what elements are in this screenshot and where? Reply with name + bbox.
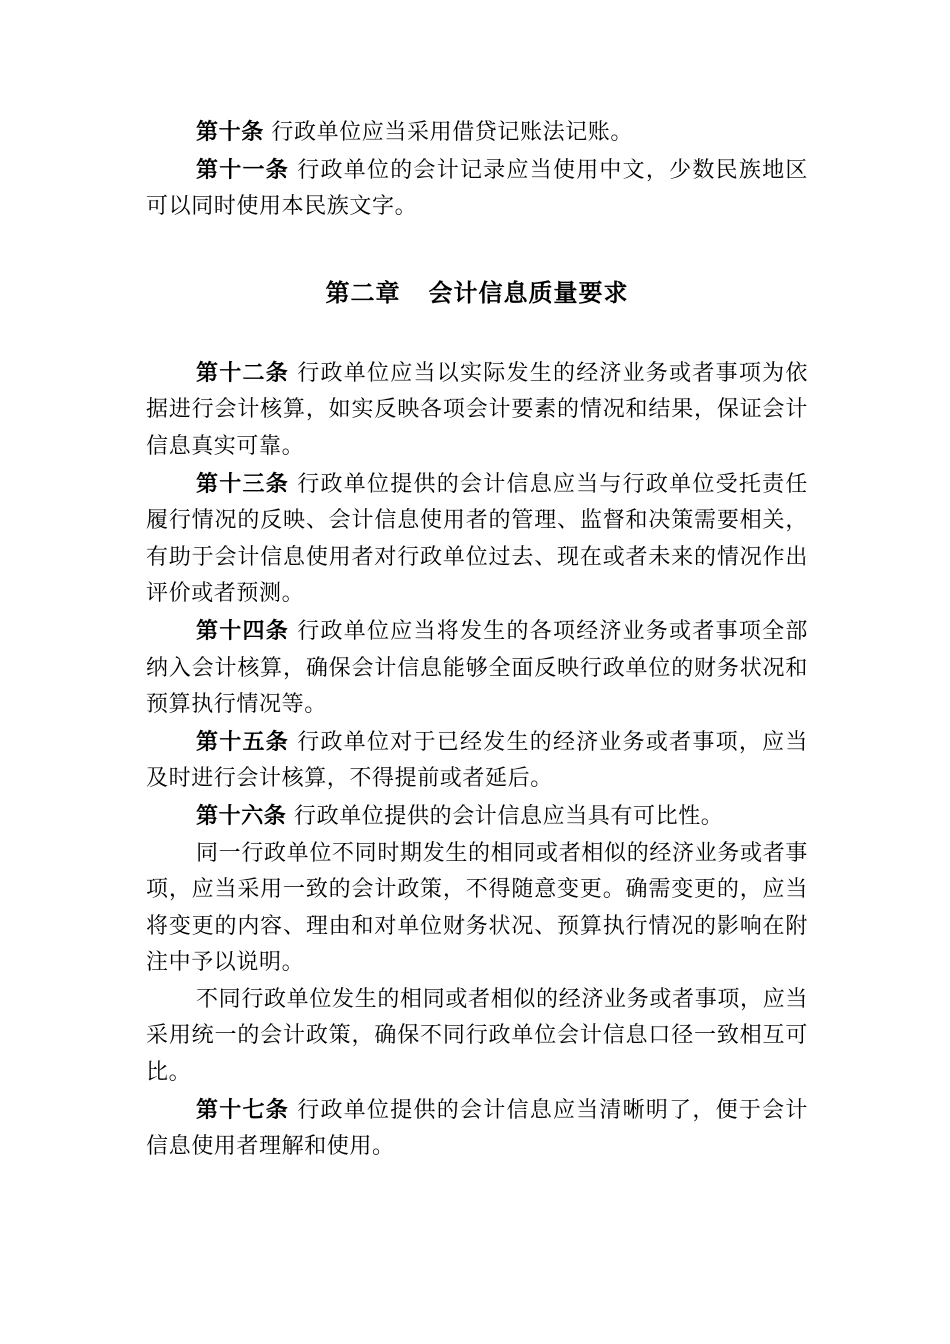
article-text: 行政单位应当将发生的各项经济业务或者事项全部纳入会计核算，确保会计信息能够全面反映行政单位的财务状况和预算执行情况等。 — [146, 618, 809, 718]
chapter-heading — [146, 275, 808, 311]
chapter-title: 会计信息质量要求 — [428, 277, 629, 307]
article-text: 行政单位提供的会计信息应当与行政单位受托责任履行情况的反映、会计信息使用者的管理、监督和决策需要相关，有助于会计信息使用者对行政单位过去、现在或者未来的情况作出评价或者预测。 — [146, 471, 809, 607]
article-16-paragraph-1: 同一行政单位不同时期发生的相同或者相似的经济业务或者事项，应当采用一致的会计政策，不得随意变更。确需变更的，应当将变更的内容、理由和对单位财务状况、预算执行情况的影响在附注中予以说明。 — [146, 840, 808, 976]
article-label: 第十三条 — [196, 470, 289, 497]
article-10 — [146, 114, 808, 152]
article-text: 行政单位应当以实际发生的经济业务或者事项为依据进行会计核算，如实反映各项会计要素的情况和结果，保证会计信息真实可靠。 — [146, 360, 809, 459]
article-12 — [146, 355, 808, 466]
article-label: 第十四条 — [196, 617, 289, 644]
article-label: 第十五条 — [196, 728, 289, 755]
article-16-paragraph-2: 不同行政单位发生的相同或者相似的经济业务或者事项，应当采用统一的会计政策，确保不同行政单位会计信息口径一致相互可比。 — [146, 986, 808, 1086]
article-14 — [146, 613, 808, 724]
document-page — [146, 114, 808, 1166]
article-text: 行政单位对于已经发生的经济业务或者事项，应当及时进行会计核算，不得提前或者延后。 — [146, 729, 809, 792]
article-17 — [146, 1092, 808, 1166]
article-text: 行政单位提供的会计信息应当具有可比性。 — [294, 803, 724, 829]
article-15 — [146, 724, 808, 798]
article-text: 行政单位的会计记录应当使用中文，少数民族地区可以同时使用本民族文字。 — [146, 157, 809, 220]
article-text: 行政单位提供的会计信息应当清晰明了，便于会计信息使用者理解和使用。 — [146, 1097, 809, 1160]
article-label: 第十七条 — [196, 1096, 289, 1123]
article-label: 第十二条 — [196, 359, 289, 386]
article-label: 第十六条 — [196, 802, 287, 829]
article-11 — [146, 152, 808, 226]
article-label: 第十条 — [196, 119, 264, 145]
article-13 — [146, 466, 808, 613]
article-16 — [146, 798, 808, 836]
chapter-number: 第二章 — [325, 277, 401, 307]
article-label: 第十一条 — [196, 156, 289, 183]
article-text: 行政单位应当采用借贷记账法记账。 — [271, 120, 634, 145]
